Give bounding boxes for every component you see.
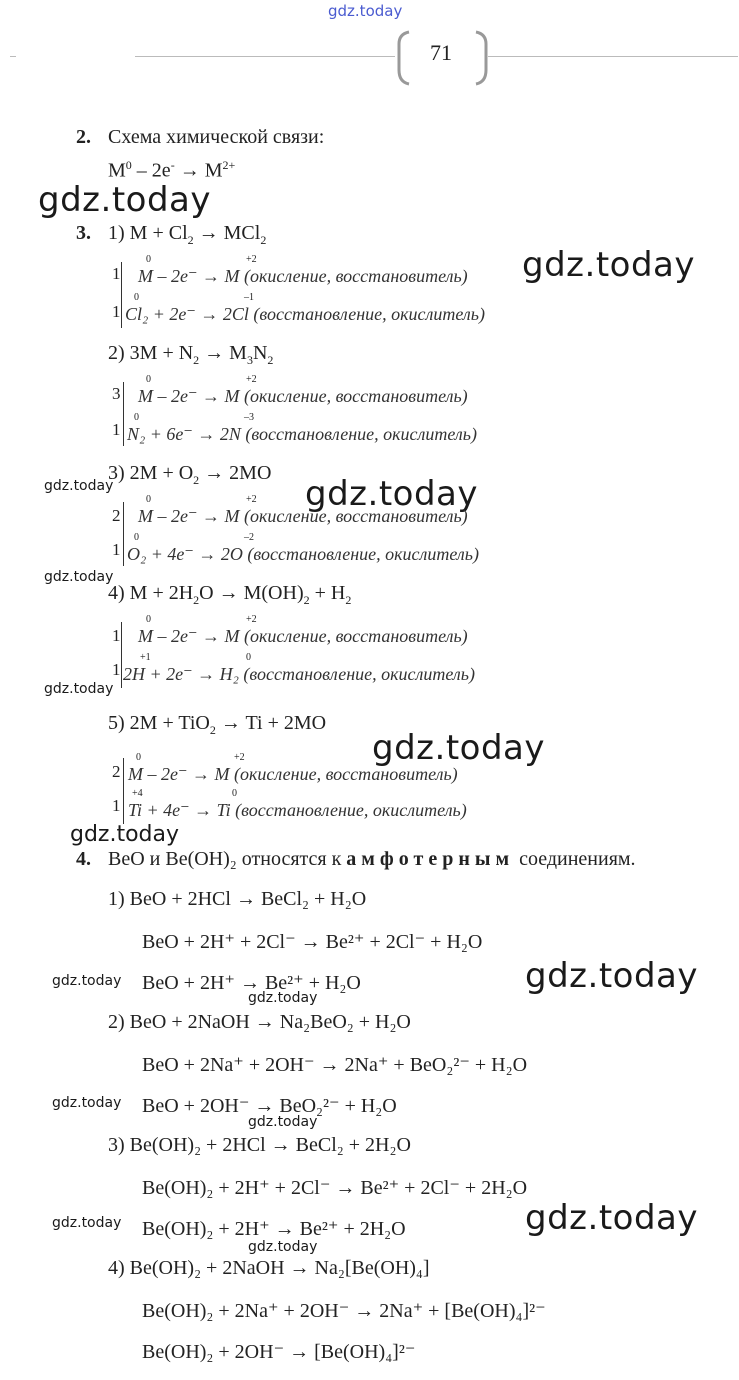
task2-scheme [108,158,235,183]
scheme-part: M [108,159,126,182]
reaction-5 [108,712,326,738]
half-reaction: O₂ + 4e⁻ → 2O (восстановление, окислитель) [127,544,479,564]
watermark-small: gdz.today [248,1114,318,1130]
reaction-sub: 2 [267,353,274,367]
reaction-2 [108,342,273,368]
oxidation-state: +2 [246,614,257,625]
reaction-text: → M [199,342,247,364]
equation-line: 2) BeO + 2NaOH → Na₂BeO₂ + H₂O [108,1011,411,1033]
equation-line: Be(OH)₂ + 2Na⁺ + 2OH⁻ → 2Na⁺ + [Be(OH)₄]²⁻ [142,1300,546,1322]
reaction-sub: 2 [345,593,352,607]
oxidation-state: +2 [246,254,257,265]
oxidation-state: 0 [246,652,251,663]
reaction-text: 5) 2M + TiO [108,712,210,734]
reaction-text: 3) 2M + O [108,462,194,484]
balance-bar [121,262,122,328]
coefficient: 1 [112,302,121,321]
coefficient: 2 [112,762,121,781]
oxidation-state: 0 [232,788,237,799]
reaction-text: → MCl [193,222,261,244]
watermark: gdz.today [522,245,695,285]
watermark-small: gdz.today [44,681,114,697]
oxidation-state: 0 [146,614,151,625]
task2-title: Схема химической связи: [108,126,325,148]
oxidation-state: 0 [134,532,139,543]
coefficient: 2 [112,506,121,525]
task4-intro [108,848,636,871]
coefficient: 1 [112,660,121,679]
half-reaction: M – 2e⁻ → M (окисление, восстановитель) [138,386,468,406]
equation-line: BeO + 2H⁺ → Be²⁺ + H₂O [142,972,361,994]
reaction-text: 2) 3M + N [108,342,194,364]
scheme-sup: 0 [125,158,132,172]
intro-emphasis: амфотерным [346,848,515,870]
watermark-small: gdz.today [248,1239,318,1255]
oxidation-state: +1 [140,652,151,663]
reaction-text: O → M(OH) [199,582,304,604]
task2-number: 2. [76,126,91,148]
watermark-small: gdz.today [52,973,122,989]
watermark-small: gdz.today [52,1095,122,1111]
half-reaction: Ti + 4e⁻ → Ti (восстановление, окислитель) [128,800,467,820]
reaction-sub: 2 [209,723,216,737]
coefficient: 1 [112,626,121,645]
equation-line: 3) Be(OH)₂ + 2HCl → BeCl₂ + 2H₂O [108,1134,411,1156]
coefficient: 1 [112,540,121,559]
watermark-small: gdz.today [248,990,318,1006]
oxidation-state: 0 [136,752,141,763]
intro-text: BeO и Be(OH)₂ относятся к [108,848,347,870]
half-reaction: M – 2e⁻ → M (окисление, восстановитель) [128,764,458,784]
equation-line: 1) BeO + 2HCl → BeCl₂ + H₂O [108,888,367,910]
watermark-small: gdz.today [44,569,114,585]
oxidation-state: 0 [134,412,139,423]
reaction-4 [108,582,351,608]
reaction-3 [108,462,271,488]
reaction-1 [108,222,266,248]
header-rule [135,56,395,57]
scheme-part: – 2e [131,159,171,182]
oxidation-state: 0 [146,254,151,265]
watermark: gdz.today [372,728,545,768]
reaction-sub: 2 [260,233,267,247]
coefficient: 1 [112,264,121,283]
equation-line: 4) Be(OH)₂ + 2NaOH → Na₂[Be(OH)₄] [108,1257,430,1279]
half-reaction: M – 2e⁻ → M (окисление, восстановитель) [138,266,468,286]
watermark-small: gdz.today [44,478,114,494]
oxidation-state: +2 [246,374,257,385]
half-reaction: N₂ + 6e⁻ → 2N (восстановление, окислитель) [127,424,477,444]
reaction-text: → Ti + 2MO [215,712,327,734]
reaction-text: 1) M + Cl [108,222,188,244]
coefficient: 1 [112,420,121,439]
watermark: gdz.today [525,956,698,996]
reaction-sub: 2 [187,233,194,247]
oxidation-state: +2 [234,752,245,763]
balance-bar [121,622,122,688]
reaction-sub: 2 [303,593,310,607]
equation-line: BeO + 2H⁺ + 2Cl⁻ → Be²⁺ + 2Cl⁻ + H₂O [142,931,483,953]
reaction-text: → 2MO [199,462,272,484]
half-reaction: M – 2e⁻ → M (окисление, восстановитель) [138,506,468,526]
reaction-sub: 2 [193,473,200,487]
reaction-text: + H [309,582,346,604]
equation-line: BeO + 2Na⁺ + 2OH⁻ → 2Na⁺ + BeO₂²⁻ + H₂O [142,1054,528,1076]
oxidation-state: 0 [146,494,151,505]
oxidation-state: 0 [146,374,151,385]
watermark: gdz.today [38,180,211,220]
reaction-sub: 2 [193,593,200,607]
reaction-sub: 3 [246,353,253,367]
half-reaction: 2H + 2e⁻ → H₂ (восстановление, окислитель) [123,664,475,684]
balance-bar [123,758,124,824]
task4-number: 4. [76,848,91,870]
page-number: 71 [430,40,452,65]
oxidation-state: –3 [244,412,254,423]
oxidation-state: –2 [244,532,254,543]
coefficient: 1 [112,796,121,815]
oxidation-state: +4 [132,788,143,799]
scheme-sup: 2+ [222,158,236,172]
equation-line: Be(OH)₂ + 2H⁺ + 2Cl⁻ → Be²⁺ + 2Cl⁻ + 2H₂O [142,1177,528,1199]
task3-number: 3. [76,222,91,244]
watermark-small: gdz.today [52,1215,122,1231]
oxidation-state: 0 [134,292,139,303]
equation-line: Be(OH)₂ + 2OH⁻ → [Be(OH)₄]²⁻ [142,1341,416,1363]
equation-line: BeO + 2OH⁻ → BeO₂²⁻ + H₂O [142,1095,397,1117]
header-watermark: gdz.today [328,2,403,20]
reaction-sub: 2 [193,353,200,367]
watermark: gdz.today [305,474,478,514]
equation-line: Be(OH)₂ + 2H⁺ → Be²⁺ + 2H₂O [142,1218,406,1240]
scheme-sup: - [170,158,175,172]
oxidation-state: +2 [246,494,257,505]
balance-bar [123,382,124,446]
oxidation-state: –1 [244,292,254,303]
half-reaction: Cl₂ + 2e⁻ → 2Cl (восстановление, окислитель) [125,304,485,324]
balance-bar [123,502,124,566]
intro-text: соединениям. [514,848,636,870]
reaction-text: 4) M + 2H [108,582,194,604]
scheme-part: → M [174,159,223,182]
watermark-medium: gdz.today [70,822,180,847]
header-rule-left [10,56,16,57]
half-reaction: M – 2e⁻ → M (окисление, восстановитель) [138,626,468,646]
watermark: gdz.today [525,1198,698,1238]
coefficient: 3 [112,384,121,403]
reaction-text: N [252,342,268,364]
header-rule-right [488,56,738,57]
